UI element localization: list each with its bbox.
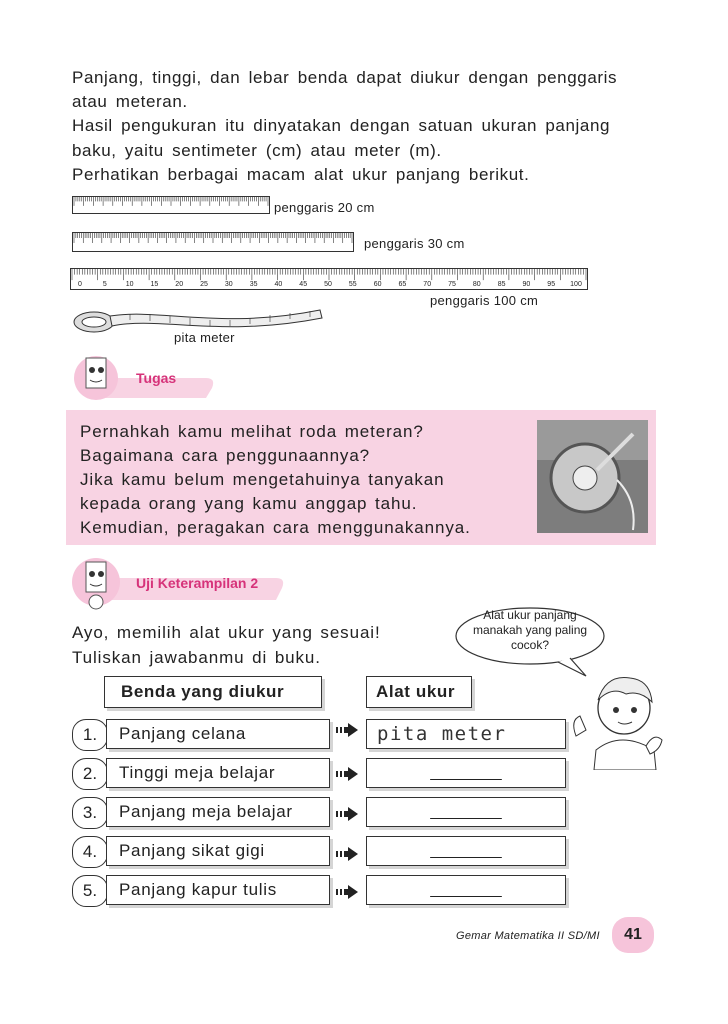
ruler-tick-label: 25 [200,281,208,288]
tugas-line: kepada orang yang kamu anggap tahu. [80,494,418,513]
intro-line: Hasil pengukuran itu dinyatakan dengan satuan ukuran panjang [72,116,611,136]
ruler-tick-label: 85 [497,281,506,288]
ruler-tick-label: 35 [249,281,258,288]
instruction-line: Ayo, memilih alat ukur yang sesuai! [72,623,381,642]
row-number: 2. [72,758,108,790]
ruler-20cm-label: penggaris 20 cm [274,200,375,215]
intro-line: baku, yaitu sentimeter (cm) atau meter (m). [72,140,442,160]
ruler-tick-label: 20 [175,281,184,288]
ruler-30cm-label: penggaris 30 cm [364,236,465,251]
ruler-tick-label: 45 [299,281,308,288]
answer-blank: ________ [430,803,502,820]
row-item: Panjang sikat gigi [106,836,330,866]
tugas-line: Pernahkah kamu melihat roda meteran? [80,422,424,441]
answer-field[interactable] [366,758,566,788]
intro-paragraph [72,66,660,187]
ruler-tick-label: 70 [423,281,432,288]
intro-line: atau meteran. [72,92,188,112]
ruler-tick-label: 65 [398,281,407,288]
ruler-tick-label: 80 [472,281,481,288]
ruler-tick-label: 50 [324,281,332,288]
ruler-tick-label: 75 [448,281,456,288]
arrow-right-icon [336,846,360,862]
ruler-30cm-illustration [72,232,354,252]
row-number: 3. [72,797,108,829]
arrow-right-icon [336,722,360,738]
ruler-tick-label: 30 [224,281,233,288]
row-number: 1. [72,719,108,751]
tape-measure-label: pita meter [174,330,235,345]
arrow-right-icon [336,884,360,900]
ruler-tick-label: 5 [102,281,107,288]
bubble-line: cocok? [510,638,550,652]
ruler-20cm-illustration [72,196,270,214]
row-item: Tinggi meja belajar [106,758,330,788]
bubble-line: Alat ukur panjang [483,608,577,622]
ruler-100cm-label: penggaris 100 cm [430,293,539,308]
tugas-title: Tugas [136,370,177,386]
answer-field[interactable] [366,875,566,905]
row-item: Panjang meja belajar [106,797,330,827]
row-number: 5. [72,875,108,907]
ruler-tick-label: 95 [547,281,556,288]
ruler-tick-label: 0 [78,281,82,288]
uji-title: Uji Keterampilan 2 [136,575,259,591]
speech-bubble-text [454,608,606,666]
ruler-tick-label: 60 [373,281,382,288]
header-alat-ukur: Alat ukur [366,676,472,708]
page-number: 41 [612,917,654,953]
answer-field[interactable] [366,797,566,827]
tugas-line: Kemudian, peragakan cara menggunakannya. [80,518,471,537]
answer-text: pita meter [377,723,507,745]
answer-blank: ________ [430,842,502,859]
tugas-text [80,420,530,540]
answer-blank: ________ [430,881,502,898]
book-title: Gemar Matematika II SD/MI [456,930,600,942]
ruler-100cm-illustration [70,268,588,290]
answer-field[interactable] [366,719,566,749]
tugas-line: Jika kamu belum mengetahuinya tanyakan [80,470,445,489]
ruler-tick-label: 40 [274,281,283,288]
ruler-tick-label: 55 [348,281,357,288]
ruler-tick-label: 15 [150,281,159,288]
intro-line: Panjang, tinggi, dan lebar benda dapat diukur dengan penggaris [72,68,618,87]
row-number: 4. [72,836,108,868]
row-item: Panjang celana [106,719,330,749]
arrow-right-icon [336,766,360,782]
answer-blank: ________ [430,764,502,781]
ruler-tick-label: 100 [570,281,582,288]
measuring-wheel-photo [537,420,648,533]
header-benda: Benda yang diukur [104,676,322,708]
ruler-tick-label: 90 [522,281,531,288]
tugas-line: Bagaimana cara penggunaannya? [80,446,371,465]
bubble-line: manakah yang paling [472,623,588,637]
intro-line: Perhatikan berbagai macam alat ukur panjang berikut. [72,164,530,184]
answer-field[interactable] [366,836,566,866]
uji-instructions [72,620,381,670]
boy-illustration [566,660,676,770]
row-item: Panjang kapur tulis [106,875,330,905]
instruction-line: Tuliskan jawabanmu di buku. [72,648,321,667]
ruler-tick-label: 10 [125,281,134,288]
arrow-right-icon [336,806,360,822]
